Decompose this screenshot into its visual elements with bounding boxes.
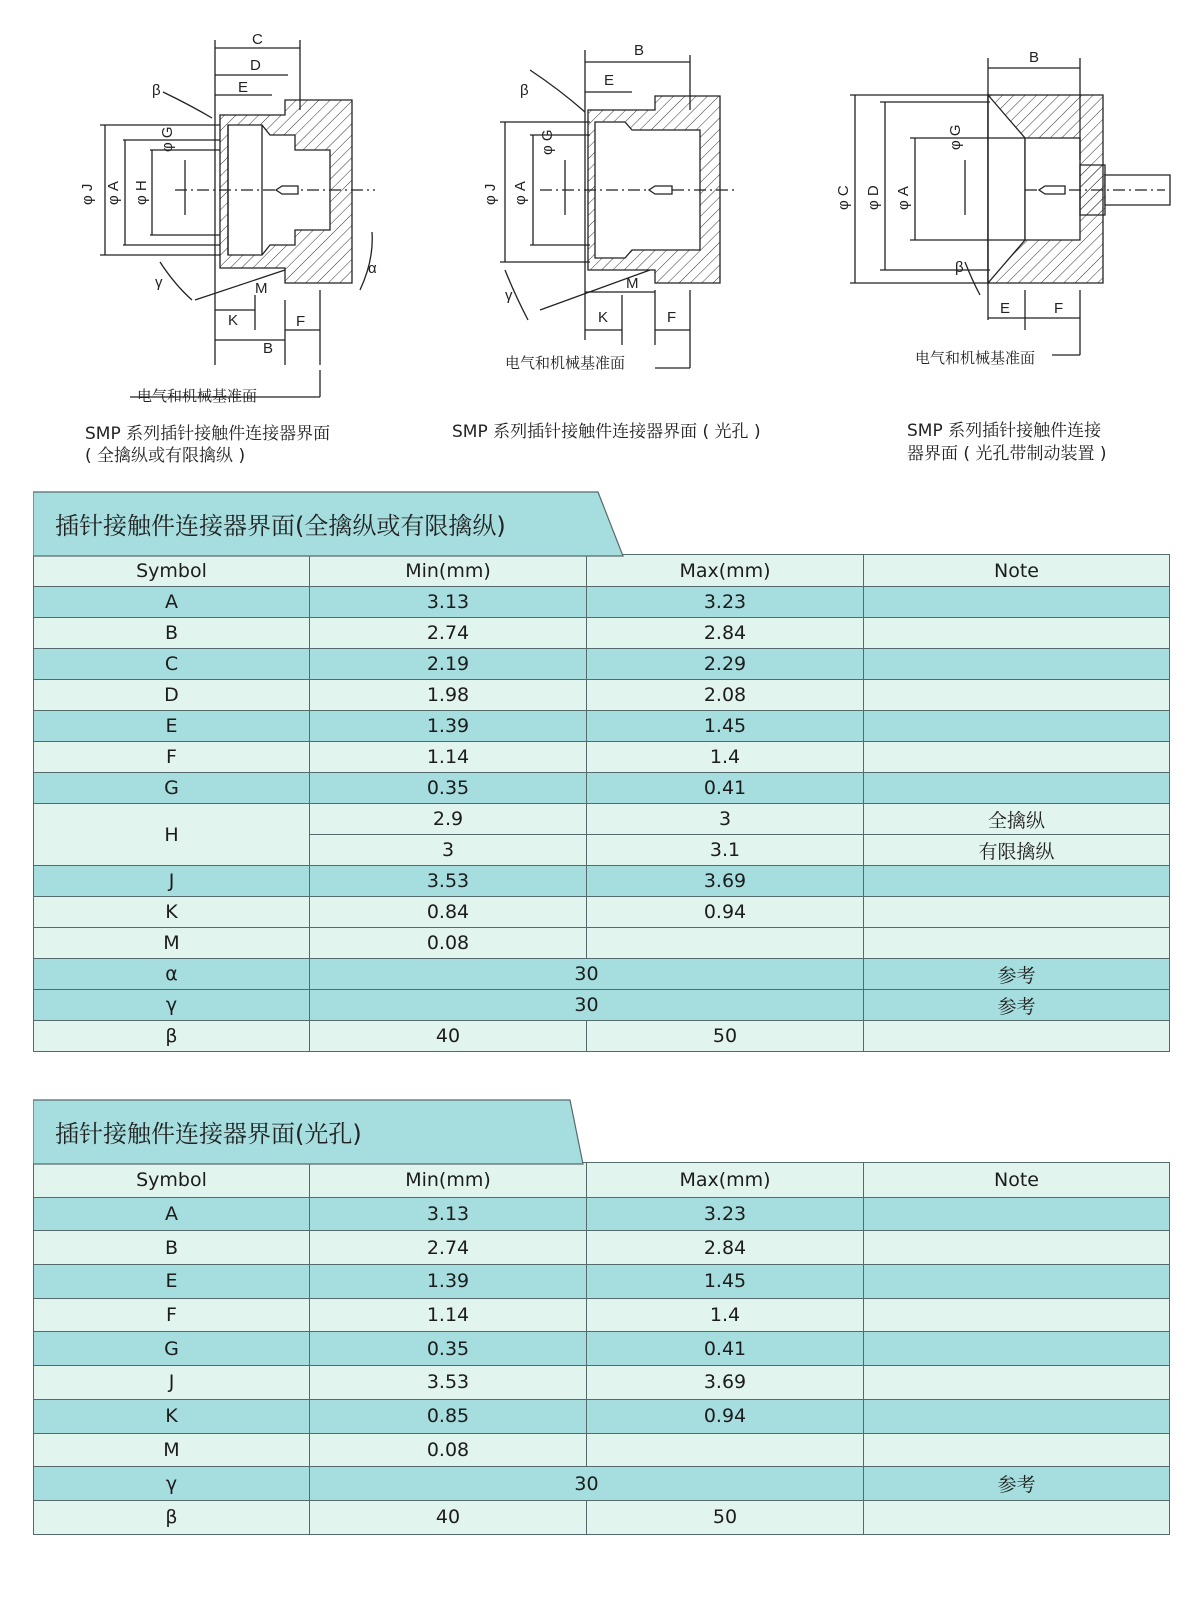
max-cell: 2.08 bbox=[587, 680, 864, 711]
svg-text:B: B bbox=[263, 340, 274, 357]
svg-text:β: β bbox=[520, 82, 529, 99]
max-cell bbox=[587, 1433, 864, 1467]
min-cell: 3.53 bbox=[310, 866, 587, 897]
svg-text:γ: γ bbox=[505, 287, 513, 304]
table-row bbox=[34, 587, 1170, 618]
note-cell bbox=[864, 618, 1170, 649]
note-cell bbox=[864, 742, 1170, 773]
max-cell: 50 bbox=[587, 1021, 864, 1052]
symbol-cell: A bbox=[34, 587, 310, 618]
left-caption-line2: ( 全擒纵或有限擒纵 ) bbox=[85, 446, 246, 466]
note-cell bbox=[864, 1197, 1170, 1231]
svg-text:γ: γ bbox=[155, 274, 163, 291]
table2-title: 插针接触件连接器界面(光孔) bbox=[55, 1120, 362, 1148]
symbol-cell: A bbox=[34, 1197, 310, 1231]
symbol-cell: E bbox=[34, 711, 310, 742]
middle-caption: SMP 系列插针接触件连接器界面 ( 光孔 ) bbox=[452, 422, 761, 442]
min-cell: 0.85 bbox=[310, 1399, 587, 1433]
min-cell: 0.08 bbox=[310, 1433, 587, 1467]
table-row bbox=[34, 866, 1170, 897]
max-cell: 2.84 bbox=[587, 618, 864, 649]
max-cell: 2.29 bbox=[587, 649, 864, 680]
value-cell: 30 bbox=[310, 959, 864, 990]
table-row bbox=[34, 680, 1170, 711]
svg-text:φ A: φ A bbox=[105, 181, 122, 205]
table-row bbox=[34, 897, 1170, 928]
svg-text:E: E bbox=[604, 72, 615, 89]
svg-text:D: D bbox=[250, 57, 261, 74]
svg-text:E: E bbox=[1000, 300, 1011, 317]
right-caption-line1: SMP 系列插针接触件连接 bbox=[907, 421, 1102, 441]
note-cell: 参考 bbox=[864, 1467, 1170, 1501]
symbol-cell: B bbox=[34, 1231, 310, 1265]
note-cell bbox=[864, 711, 1170, 742]
svg-text:B: B bbox=[634, 42, 645, 59]
svg-text:K: K bbox=[598, 309, 609, 326]
symbol-cell: β bbox=[34, 1021, 310, 1052]
table-row bbox=[34, 1366, 1170, 1400]
min-cell: 0.35 bbox=[310, 1332, 587, 1366]
min-cell: 2.9 bbox=[310, 804, 587, 835]
max-cell: 1.45 bbox=[587, 1265, 864, 1299]
note-cell: 全擒纵 bbox=[864, 804, 1170, 835]
table-row bbox=[34, 1500, 1170, 1534]
symbol-cell: α bbox=[34, 959, 310, 990]
table-row bbox=[34, 1332, 1170, 1366]
svg-text:φ C: φ C bbox=[835, 185, 852, 210]
symbol-cell: β bbox=[34, 1500, 310, 1534]
svg-text:φ A: φ A bbox=[512, 181, 529, 205]
header-row bbox=[34, 555, 1170, 587]
min-cell: 40 bbox=[310, 1021, 587, 1052]
symbol-cell: γ bbox=[34, 990, 310, 1021]
symbol-cell: J bbox=[34, 1366, 310, 1400]
svg-text:φ A: φ A bbox=[895, 186, 912, 210]
max-cell: 0.94 bbox=[587, 1399, 864, 1433]
header-cell: Min(mm) bbox=[310, 555, 587, 587]
min-cell: 3.53 bbox=[310, 1366, 587, 1400]
max-cell: 50 bbox=[587, 1500, 864, 1534]
max-cell: 3.69 bbox=[587, 866, 864, 897]
svg-text:F: F bbox=[296, 313, 306, 330]
header-cell: Max(mm) bbox=[587, 1163, 864, 1198]
header-cell: Note bbox=[864, 555, 1170, 587]
diagrams-area bbox=[0, 0, 1200, 490]
table-row bbox=[34, 1433, 1170, 1467]
max-cell: 1.4 bbox=[587, 742, 864, 773]
symbol-cell: E bbox=[34, 1265, 310, 1299]
max-cell: 3.1 bbox=[587, 835, 864, 866]
label-C: C bbox=[252, 31, 263, 48]
max-cell: 3.69 bbox=[587, 1366, 864, 1400]
right-datum-label: 电气和机械基准面 bbox=[915, 349, 1036, 367]
table-row bbox=[34, 959, 1170, 990]
max-cell: 0.41 bbox=[587, 1332, 864, 1366]
svg-text:E: E bbox=[238, 79, 249, 96]
svg-text:φ G: φ G bbox=[947, 124, 964, 150]
header-cell: Note bbox=[864, 1163, 1170, 1198]
max-cell: 2.84 bbox=[587, 1231, 864, 1265]
note-cell bbox=[864, 1399, 1170, 1433]
svg-text:φ G: φ G bbox=[539, 129, 556, 155]
table-row bbox=[34, 1265, 1170, 1299]
min-cell: 1.14 bbox=[310, 742, 587, 773]
left-datum-label: 电气和机械基准面 bbox=[137, 387, 258, 405]
svg-text:F: F bbox=[667, 309, 677, 326]
middle-datum-label: 电气和机械基准面 bbox=[505, 354, 626, 372]
table-row bbox=[34, 742, 1170, 773]
svg-text:M: M bbox=[255, 280, 268, 297]
table-row bbox=[34, 773, 1170, 804]
note-cell bbox=[864, 680, 1170, 711]
symbol-cell: J bbox=[34, 866, 310, 897]
max-cell: 0.41 bbox=[587, 773, 864, 804]
table2 bbox=[33, 1162, 1170, 1535]
symbol-cell: C bbox=[34, 649, 310, 680]
max-cell bbox=[587, 928, 864, 959]
table1-title: 插针接触件连接器界面(全擒纵或有限擒纵) bbox=[55, 512, 506, 540]
header-cell: Max(mm) bbox=[587, 555, 864, 587]
note-cell bbox=[864, 1332, 1170, 1366]
min-cell: 1.98 bbox=[310, 680, 587, 711]
max-cell: 3.23 bbox=[587, 587, 864, 618]
technical-drawings bbox=[0, 0, 1200, 490]
table-row bbox=[34, 618, 1170, 649]
symbol-cell: G bbox=[34, 773, 310, 804]
svg-text:φ H: φ H bbox=[133, 180, 150, 205]
table-row bbox=[34, 1399, 1170, 1433]
symbol-cell: G bbox=[34, 1332, 310, 1366]
table1-section bbox=[33, 490, 1170, 1052]
min-cell: 3.13 bbox=[310, 1197, 587, 1231]
note-cell bbox=[864, 866, 1170, 897]
min-cell: 3 bbox=[310, 835, 587, 866]
symbol-cell: K bbox=[34, 897, 310, 928]
note-cell: 参考 bbox=[864, 959, 1170, 990]
header-row bbox=[34, 1163, 1170, 1198]
table-row bbox=[34, 1021, 1170, 1052]
max-cell: 1.4 bbox=[587, 1298, 864, 1332]
svg-text:φ J: φ J bbox=[482, 183, 499, 205]
table-row bbox=[34, 1231, 1170, 1265]
note-cell bbox=[864, 1231, 1170, 1265]
svg-text:φ J: φ J bbox=[79, 183, 96, 205]
note-cell bbox=[864, 897, 1170, 928]
value-cell: 30 bbox=[310, 990, 864, 1021]
symbol-cell: D bbox=[34, 680, 310, 711]
svg-text:β: β bbox=[152, 82, 161, 99]
right-caption-line2: 器界面 ( 光孔带制动装置 ) bbox=[907, 444, 1107, 464]
max-cell: 3.23 bbox=[587, 1197, 864, 1231]
note-cell bbox=[864, 1021, 1170, 1052]
symbol-cell: M bbox=[34, 928, 310, 959]
left-caption-line1: SMP 系列插针接触件连接器界面 bbox=[85, 424, 331, 444]
max-cell: 1.45 bbox=[587, 711, 864, 742]
svg-text:φ G: φ G bbox=[159, 126, 176, 152]
min-cell: 1.39 bbox=[310, 1265, 587, 1299]
max-cell: 3 bbox=[587, 804, 864, 835]
table-row bbox=[34, 711, 1170, 742]
svg-text:B: B bbox=[1029, 49, 1040, 66]
table-row bbox=[34, 804, 1170, 835]
note-cell bbox=[864, 649, 1170, 680]
min-cell: 3.13 bbox=[310, 587, 587, 618]
table2-title-tab bbox=[33, 1098, 1170, 1162]
symbol-cell: F bbox=[34, 742, 310, 773]
svg-text:F: F bbox=[1054, 300, 1064, 317]
note-cell bbox=[864, 928, 1170, 959]
table-row bbox=[34, 928, 1170, 959]
note-cell bbox=[864, 1500, 1170, 1534]
table2-section bbox=[33, 1098, 1170, 1535]
note-cell bbox=[864, 587, 1170, 618]
note-cell bbox=[864, 1265, 1170, 1299]
table-row bbox=[34, 649, 1170, 680]
header-cell: Symbol bbox=[34, 1163, 310, 1198]
min-cell: 2.74 bbox=[310, 618, 587, 649]
min-cell: 0.35 bbox=[310, 773, 587, 804]
min-cell: 0.84 bbox=[310, 897, 587, 928]
min-cell: 2.74 bbox=[310, 1231, 587, 1265]
note-cell bbox=[864, 1366, 1170, 1400]
min-cell: 40 bbox=[310, 1500, 587, 1534]
min-cell: 1.14 bbox=[310, 1298, 587, 1332]
table-row bbox=[34, 1467, 1170, 1501]
header-cell: Min(mm) bbox=[310, 1163, 587, 1198]
middle-drawing bbox=[500, 50, 735, 368]
symbol-cell: B bbox=[34, 618, 310, 649]
note-cell: 有限擒纵 bbox=[864, 835, 1170, 866]
min-cell: 0.08 bbox=[310, 928, 587, 959]
table1-title-tab bbox=[33, 490, 1170, 554]
table1 bbox=[33, 554, 1170, 1052]
table-row bbox=[34, 1197, 1170, 1231]
header-cell: Symbol bbox=[34, 555, 310, 587]
max-cell: 0.94 bbox=[587, 897, 864, 928]
note-cell bbox=[864, 1298, 1170, 1332]
symbol-cell: K bbox=[34, 1399, 310, 1433]
svg-text:K: K bbox=[228, 312, 239, 329]
min-cell: 1.39 bbox=[310, 711, 587, 742]
table-row bbox=[34, 1298, 1170, 1332]
svg-text:φ D: φ D bbox=[865, 185, 882, 210]
note-cell bbox=[864, 773, 1170, 804]
svg-text:M: M bbox=[626, 275, 639, 292]
svg-text:α: α bbox=[368, 260, 377, 277]
svg-text:β: β bbox=[955, 259, 964, 276]
table-row bbox=[34, 990, 1170, 1021]
note-cell bbox=[864, 1433, 1170, 1467]
symbol-cell: F bbox=[34, 1298, 310, 1332]
symbol-cell: H bbox=[34, 804, 310, 866]
symbol-cell: γ bbox=[34, 1467, 310, 1501]
min-cell: 2.19 bbox=[310, 649, 587, 680]
symbol-cell: M bbox=[34, 1433, 310, 1467]
note-cell: 参考 bbox=[864, 990, 1170, 1021]
value-cell: 30 bbox=[310, 1467, 864, 1501]
